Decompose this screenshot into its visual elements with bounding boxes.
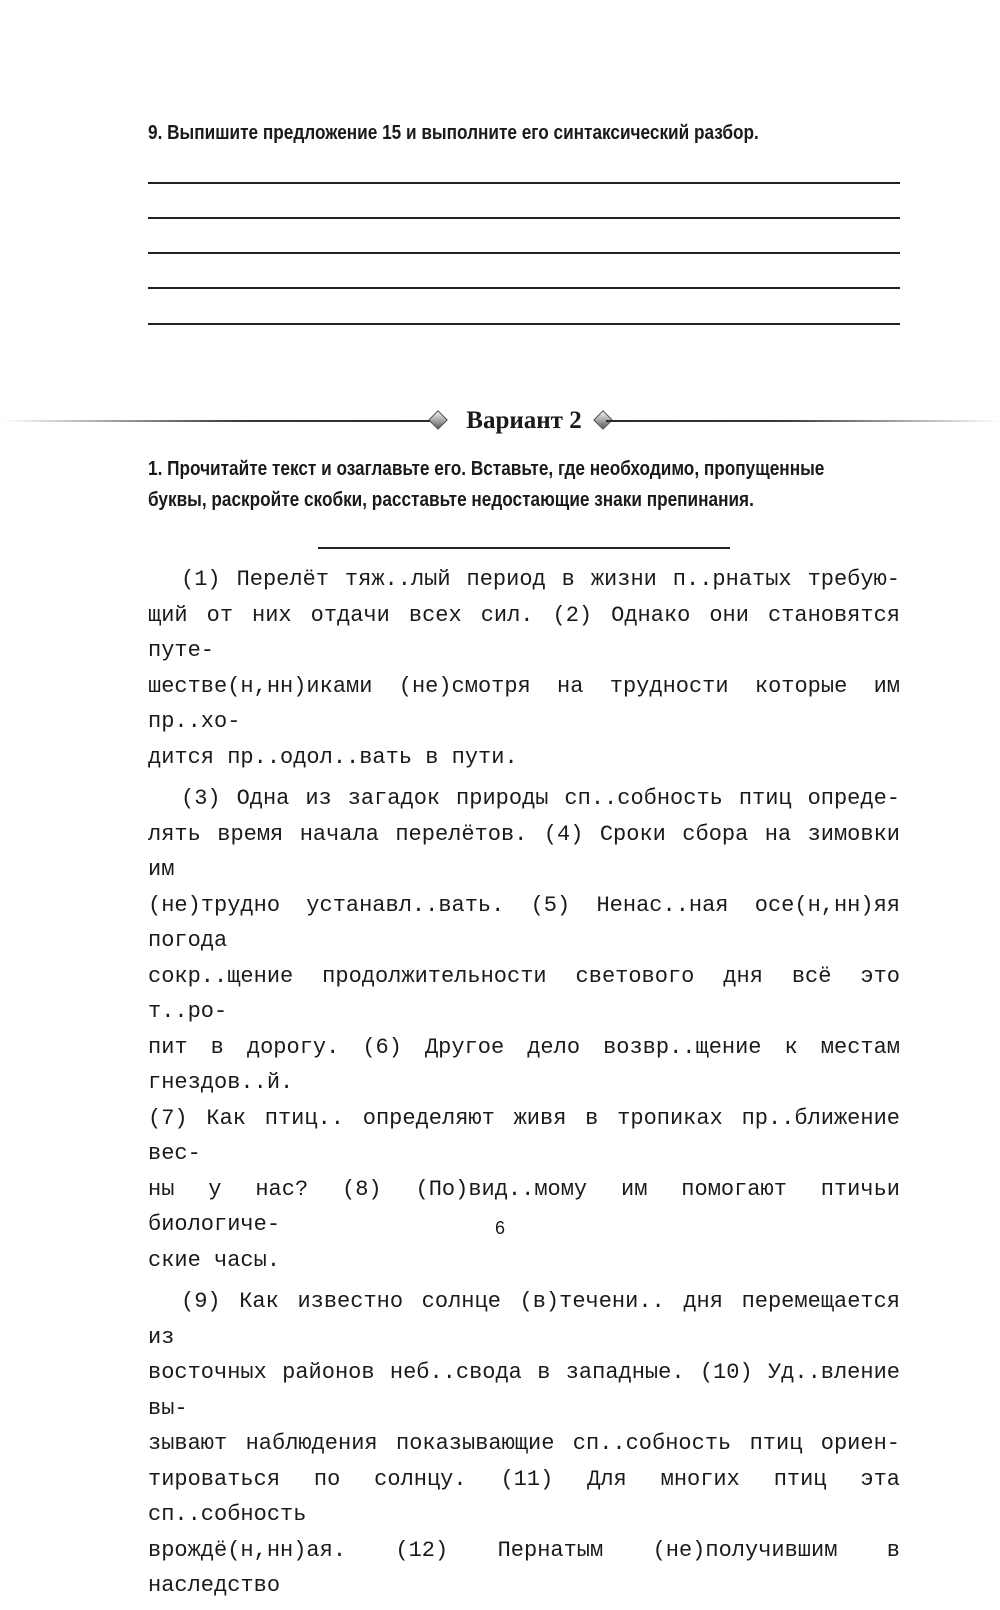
- answer-line[interactable]: [148, 287, 900, 289]
- text-line: пит в дорогу. (6) Другое дело возвр..щение к местам гнездов..й.: [148, 1034, 900, 1095]
- page-number: 6: [494, 1218, 505, 1238]
- diamond-ornament-icon: [428, 410, 448, 430]
- answer-line[interactable]: [148, 323, 900, 325]
- task-9-instruction: 9. Выпишите предложение 15 и выполните его синтаксический разбор.: [148, 122, 759, 144]
- text-line: щий от них отдачи всех сил. (2) Однако они становятся путе-: [148, 602, 900, 663]
- answer-line[interactable]: [148, 252, 900, 254]
- instruction-line: 1. Прочитайте текст и озаглавьте его. Вставьте, где необходимо, пропущенные: [148, 458, 825, 480]
- divider-left: [0, 420, 432, 422]
- text-line: (9) Как известно солнце (в)течени.. дня перемещается из: [148, 1289, 900, 1350]
- text-line: восточных районов неб..свода в западные. (10) Уд..вление вы-: [148, 1360, 900, 1421]
- instruction-line: буквы, раскройте скобки, расставьте недостающие знаки препинания.: [148, 489, 754, 511]
- text-line: дится пр..одол..вать в пути.: [148, 744, 518, 770]
- text-line: врождё(н,нн)ая. (12) Пернатым (не)получившим в наследство: [148, 1537, 900, 1598]
- text-line: тироваться по солнцу. (11) Для многих птиц эта сп..собность: [148, 1466, 900, 1527]
- text-line: шестве(н,нн)иками (не)смотря на трудности которые им пр..хо-: [148, 673, 900, 734]
- paragraph: [148, 1284, 900, 1604]
- exercise-text: [148, 562, 900, 1610]
- answer-line[interactable]: [148, 217, 900, 219]
- divider-right: [606, 420, 1000, 422]
- text-line: (1) Перелёт тяж..лый период в жизни п..рнатых требую-: [181, 567, 900, 592]
- text-line: лять время начала перелётов. (4) Сроки сбора на зимовки им: [148, 821, 900, 882]
- task-1-instruction: [148, 454, 900, 516]
- text-line: (7) Как птиц.. определяют живя в тропиках пр..ближение вес-: [148, 1105, 900, 1166]
- text-line: сокр..щение продолжительности светового дня всё это т..ро-: [148, 963, 900, 1024]
- answer-line[interactable]: [148, 182, 900, 184]
- text-line: (не)трудно устанавл..вать. (5) Ненас..ная осе(н,нн)яя погода: [148, 892, 900, 953]
- text-line: (3) Одна из загадок природы сп..собность птиц опреде-: [181, 786, 900, 811]
- text-line: ны у нас? (8) (По)вид..мому им помогают птичьи биологиче-: [148, 1176, 900, 1237]
- text-line: зывают наблюдения показывающие сп..собность птиц ориен-: [148, 1431, 900, 1456]
- variant-heading: [0, 404, 1000, 438]
- paragraph: [148, 781, 900, 1278]
- text-line: ские часы.: [148, 1247, 281, 1273]
- variant-title: Вариант 2: [466, 407, 582, 434]
- title-answer-line[interactable]: [318, 547, 730, 549]
- paragraph: [148, 562, 900, 775]
